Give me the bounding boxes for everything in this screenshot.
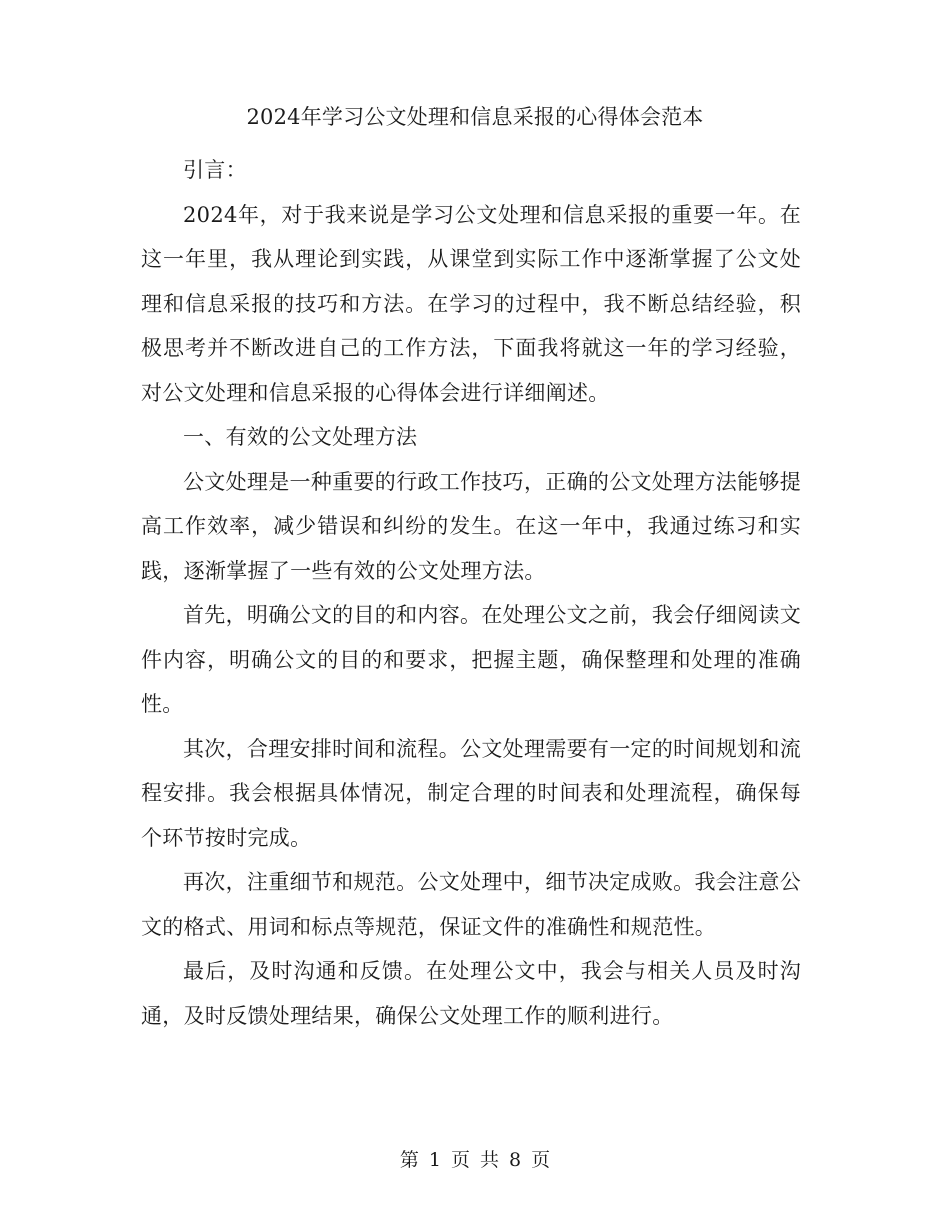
- paragraph-section-1: 公文处理是一种重要的行政工作技巧，正确的公文处理方法能够提高工作效率，减少错误和纠纷的发生。在这一年中，我通过练习和实践，逐渐掌握了一些有效的公文处理方法。: [141, 469, 801, 583]
- document-title: 2024年学习公文处理和信息采报的心得体会范本: [246, 105, 704, 129]
- paragraph-last: 最后，及时沟通和反馈。在处理公文中，我会与相关人员及时沟通，及时反馈处理结果，确保公文处理工作的顺利进行。: [141, 959, 801, 1028]
- paragraph-second: 其次，合理安排时间和流程。公文处理需要有一定的时间规划和流程安排。我会根据具体情况，制定合理的时间表和处理流程，确保每个环节按时完成。: [141, 736, 801, 850]
- paragraph-intro: 2024年，对于我来说是学习公文处理和信息采报的重要一年。在这一年里，我从理论到实践，从课堂到实际工作中逐渐掌握了公文处理和信息采报的技巧和方法。在学习的过程中，我不断总结经验，积极思考并不断改进自己的工作方法，下面我将就这一年的学习经验，对公文处理和信息采报的心得体会进行详细阐述。: [141, 202, 801, 405]
- paragraph-third: 再次，注重细节和规范。公文处理中，细节决定成败。我会注意公文的格式、用词和标点等规范，保证文件的准确性和规范性。: [141, 870, 801, 939]
- paragraph-first: 首先，明确公文的目的和内容。在处理公文之前，我会仔细阅读文件内容，明确公文的目的和要求，把握主题，确保整理和处理的准确性。: [141, 603, 801, 716]
- section-heading-1: 一、有效的公文处理方法: [183, 425, 418, 449]
- paragraph-intro-label: 引言：: [183, 158, 247, 182]
- document-body: [141, 148, 801, 1038]
- page-footer: 第 1 页 共 8 页: [399, 1149, 551, 1171]
